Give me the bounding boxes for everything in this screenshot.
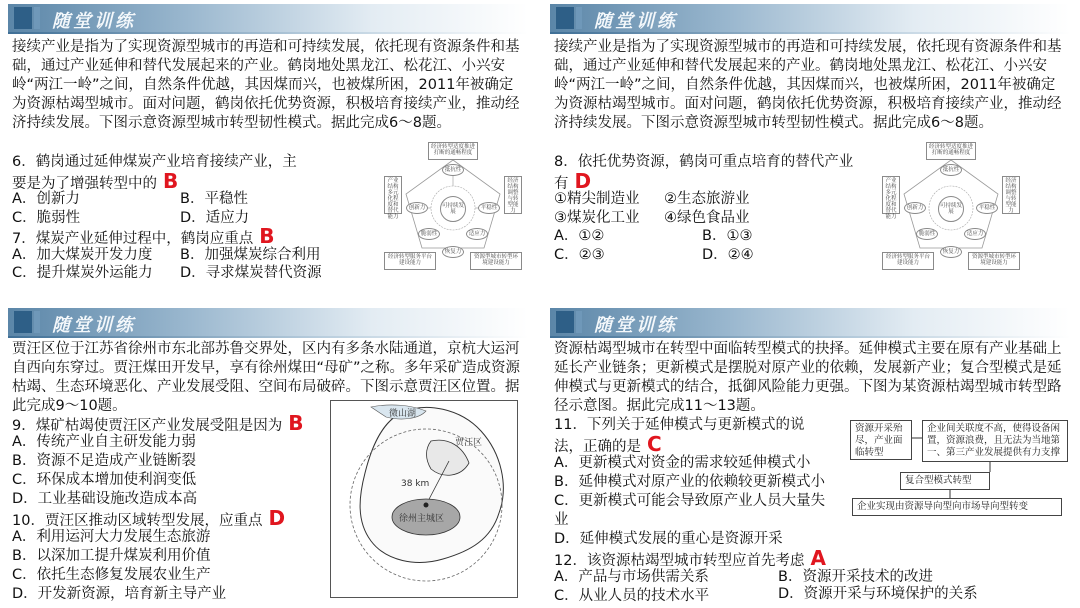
q10-option-b: B．以深加工提升煤炭利用价值 xyxy=(12,548,211,564)
header-title: 随堂训练 xyxy=(52,11,136,32)
header-tag-icon xyxy=(14,311,32,333)
q9-option-a: A．传统产业自主研发能力弱 xyxy=(12,434,196,450)
diagram-bottom-right-box: 资源型城市转型环境建设能力 xyxy=(470,252,522,270)
transformation-path-diagram xyxy=(850,418,1070,518)
resilience-model-diagram xyxy=(384,142,522,272)
q6-option-d: D．适应力 xyxy=(180,210,250,226)
q11-option-b: B．延伸模式对原产业的依赖较更新模式小 xyxy=(554,474,825,490)
q8-option-a: A．①② xyxy=(554,228,605,244)
map-graphic xyxy=(331,401,517,597)
diagram-top-box: 经济转型适度推进打断的通畅程度 xyxy=(428,142,478,160)
q7-option-c: C．提升煤炭外运能力 xyxy=(12,265,153,281)
q11-answer: C xyxy=(647,432,662,456)
resilience-model-diagram xyxy=(882,142,1020,272)
q7-answer: B xyxy=(259,224,275,248)
header-tag-stripe-icon xyxy=(576,7,582,29)
jiawang-location-map xyxy=(330,400,518,598)
q11-stem: 11．下列关于延伸模式与更新模式的说 xyxy=(554,417,805,433)
map-label-district: 贾汪区 xyxy=(455,438,483,448)
diagram-node-bottom-left: 脆弱性 xyxy=(418,228,440,240)
passage-text: 资源枯竭型城市在转型中面临转型模式的抉择。延伸模式主要在原有产业基础上延长产业链条；更新模式是摆脱对原产业的依赖，发展新产业；复合型模式是延伸模式与更新模式的结合，抵御风险能力更强。下图为某资源枯竭型城市转型路径示意图。据此完成11～13题。 xyxy=(554,341,1062,414)
flow-box-market-oriented: 企业实现由资源导向型向市场导向型转变 xyxy=(852,498,1062,516)
diagram-node-top: 抵抗性 xyxy=(442,164,464,176)
header-title: 随堂训练 xyxy=(594,315,678,336)
q7-option-a: A．加大煤炭开发力度 xyxy=(12,247,153,263)
header-tag-stripe-icon xyxy=(34,311,40,333)
panel-question-9-10 xyxy=(0,304,536,604)
q10-option-d: D．开发新资源，培育新主导产业 xyxy=(12,586,227,602)
header-tag-icon xyxy=(556,7,574,29)
q6-answer: B xyxy=(163,169,179,193)
diagram-center-node: 可持续发展 xyxy=(938,196,964,222)
q8-item-3: ③煤炭化工业 xyxy=(554,210,640,226)
map-label-distance: 38 km xyxy=(401,479,430,489)
diagram-node-top: 抵抗性 xyxy=(940,164,962,176)
diagram-node-right: 平稳性 xyxy=(976,202,998,214)
diagram-bottom-right-box: 资源型城市转型环境建设能力 xyxy=(968,252,1020,270)
q8-stem-cont: 有 D xyxy=(554,169,592,193)
passage-text: 贾汪区位于江苏省徐州市东北部苏鲁交界处，区内有多条水陆通道，京杭大运河自西向东穿过。贾汪煤田开发早，享有徐州煤田“母矿”之称。多年采矿造成资源枯竭、生态环境恶化、产业发展受阻、空间布局破碎。下图示意贾汪区位置。据此完成9～10题。 xyxy=(12,341,521,414)
section-header xyxy=(0,4,536,34)
q6-option-b: B．平稳性 xyxy=(180,191,248,207)
q8-item-4: ④绿色食品业 xyxy=(664,210,750,226)
q12-option-d: D．资源开采与环境保护的关系 xyxy=(778,586,978,602)
header-title: 随堂训练 xyxy=(594,11,678,32)
diagram-top-box: 经济转型适度推进打断的通畅程度 xyxy=(926,142,976,160)
q6-option-c: C．脆弱性 xyxy=(12,210,81,226)
q6-stem-cont: 要是为了增强转型中的 B xyxy=(12,169,179,193)
q7-option-d: D．寻求煤炭替代资源 xyxy=(180,265,322,281)
panel-question-8 xyxy=(542,0,1078,300)
header-tag-stripe-icon xyxy=(576,311,582,333)
q11-option-c: C．更新模式可能会导致原产业人员大量失 xyxy=(554,493,826,509)
q8-stem: 8．依托优势资源，鹤岗可重点培育的替代产业 xyxy=(554,154,854,170)
header-tag-icon xyxy=(556,311,574,333)
diagram-left-box: 产业结构多元化程度和替代能力 xyxy=(882,176,900,214)
header-tag-stripe-icon xyxy=(34,7,40,29)
q12-option-c: C．从业人员的技术水平 xyxy=(554,588,710,604)
diagram-left-box: 产业结构多元化程度和替代能力 xyxy=(384,176,402,214)
diagram-node-left: 创新力 xyxy=(904,202,926,214)
q11-option-c-cont: 业 xyxy=(554,512,569,528)
q12-stem: 12．该资源枯竭型城市转型应首先考虑 A xyxy=(554,546,826,570)
q10-option-c: C．依托生态修复发展农业生产 xyxy=(12,567,211,583)
q8-answer: D xyxy=(574,169,592,193)
q12-option-b: B．资源开采技术的改进 xyxy=(778,569,933,585)
section-header xyxy=(542,308,1078,338)
q9-option-b: B．资源不足造成产业链断裂 xyxy=(12,453,196,469)
diagram-node-bottom: 恢复力 xyxy=(940,246,962,258)
q8-option-b: B．①③ xyxy=(702,228,753,244)
q12-option-a: A．产品与市场供需关系 xyxy=(554,569,709,585)
q10-answer: D xyxy=(268,506,286,530)
section-header xyxy=(542,4,1078,34)
map-label-lake: 微山湖 xyxy=(389,409,417,419)
q12-answer: A xyxy=(810,546,826,570)
q8-option-c: C．②③ xyxy=(554,247,605,263)
q7-option-b: B．加强煤炭综合利用 xyxy=(180,247,321,263)
q10-option-a: A．利用运河大力发展生态旅游 xyxy=(12,529,211,545)
passage-text: 接续产业是指为了实现资源型城市的再造和可持续发展，依托现有资源条件和基础，通过产业延伸和替代发展起来的产业。鹤岗地处黑龙江、松花江、小兴安岭“两江一岭”之间，自然条件优越，其因煤而兴，也被煤所困，2011年被确定为资源枯竭型城市。面对问题，鹤岗依托优势资源，积极培育接续产业，推动经济持续发展。下图示意资源型城市转型韧性模式。据此完成6～8题。 xyxy=(554,39,1062,131)
map-label-city: 徐州主城区 xyxy=(399,514,445,524)
q10-stem: 10．贾汪区推动区域转型发展，应重点 D xyxy=(12,506,286,530)
flow-box-enterprise-problems: 企业间关联度不高，使得设备闲置，资源浪费，且无法为当地第一、第三产业发展提供有力支撑 xyxy=(922,420,1068,462)
diagram-center-node: 可持续发展 xyxy=(440,196,466,222)
q9-option-c: C．环保成本增加使利润变低 xyxy=(12,472,197,488)
q11-stem-cont: 法，正确的是 C xyxy=(554,432,662,456)
diagram-node-bottom: 恢复力 xyxy=(442,246,464,258)
diagram-node-right: 平稳性 xyxy=(478,202,500,214)
header-title: 随堂训练 xyxy=(52,315,136,336)
diagram-node-bottom-right: 适应力 xyxy=(466,228,488,240)
header-tag-icon xyxy=(14,7,32,29)
q11-option-a: A．更新模式对资金的需求较延伸模式小 xyxy=(554,455,811,471)
passage-text: 接续产业是指为了实现资源型城市的再造和可持续发展，依托现有资源条件和基础，通过产业延伸和替代发展起来的产业。鹤岗地处黑龙江、松花江、小兴安岭“两江一岭”之间，自然条件优越，其因煤而兴，也被煤所困，2011年被确定为资源枯竭型城市。面对问题，鹤岗依托优势资源，积极培育接续产业，推动经济持续发展。下图示意资源型城市转型韧性模式。据此完成6～8题。 xyxy=(12,39,520,131)
panel-question-6-7 xyxy=(0,0,536,300)
q11-option-d: D．延伸模式发展的重心是资源开采 xyxy=(554,531,783,547)
diagram-right-box: 经济结构调整与转型能力 xyxy=(504,176,522,214)
diagram-node-bottom-left: 脆弱性 xyxy=(916,228,938,240)
diagram-bottom-left-box: 经济转型服务平台建设能力 xyxy=(384,252,436,270)
flow-box-composite-mode: 复合型模式转型 xyxy=(900,472,990,490)
q9-option-d: D．工业基础设施改造成本高 xyxy=(12,491,198,507)
q6-stem: 6．鹤岗通过延伸煤炭产业培育接续产业，主 xyxy=(12,154,297,170)
q8-item-2: ②生态旅游业 xyxy=(664,191,750,207)
q6-option-a: A．创新力 xyxy=(12,191,80,207)
q9-answer: B xyxy=(288,411,304,435)
diagram-node-left: 创新力 xyxy=(406,202,428,214)
q9-stem: 9．煤矿枯竭使贾汪区产业发展受阻是因为 B xyxy=(12,411,304,435)
diagram-node-bottom-right: 适应力 xyxy=(964,228,986,240)
section-header xyxy=(0,308,536,338)
q8-option-d: D．②④ xyxy=(702,247,754,263)
diagram-right-box: 经济结构调整与转型能力 xyxy=(1002,176,1020,214)
flow-box-resource-depletion: 资源开采殆尽，产业面临转型 xyxy=(850,420,912,460)
q7-stem: 7．煤炭产业延伸过程中，鹤岗应重点 B xyxy=(12,224,275,248)
panel-question-11-13 xyxy=(542,304,1078,604)
q8-item-1: ①精尖制造业 xyxy=(554,191,640,207)
diagram-bottom-left-box: 经济转型服务平台建设能力 xyxy=(882,252,934,270)
